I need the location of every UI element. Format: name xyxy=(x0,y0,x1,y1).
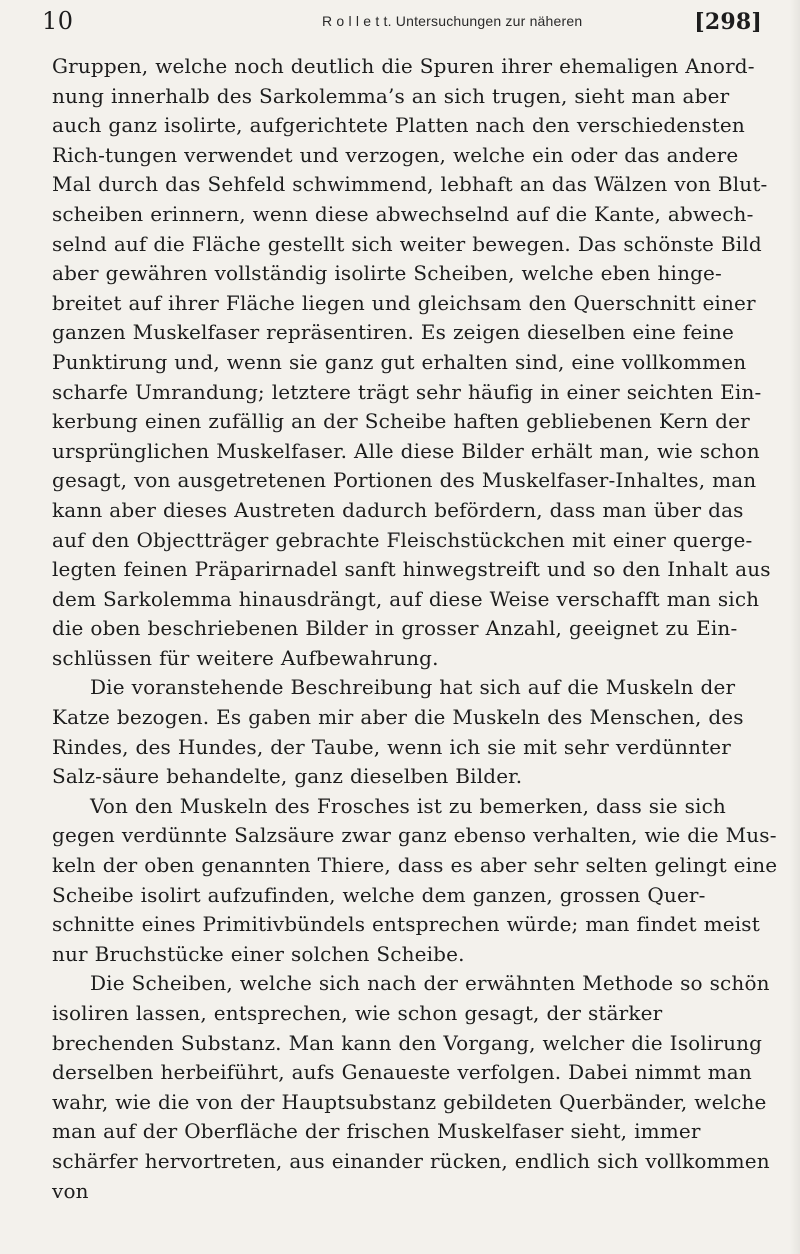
page-header xyxy=(42,6,762,42)
paragraph-2: Die voranstehende Beschreibung hat sich auf die Muskeln der Katze bezogen. Es gaben mir aber die Muskeln des Menschen, des Rindes, des Hundes, der Taube, wenn ich sie mit sehr verdünnter Salz-säure behandelte, ganz dieselben Bilder. xyxy=(52,675,744,789)
bracket-page-number: [298] xyxy=(694,9,762,35)
paragraph-4: Die Scheiben, welche sich nach der erwähnten Methode so schön isoliren lassen, entsprechen, wie schon gesagt, der stärker brechenden Substanz. Man kann den Vorgang, welcher die Isolirung derselben herbeiführt, aufs Genaueste verfolgen. Dabei nimmt man wahr, wie die von der Hauptsubstanz gebildeten Querbänder, welche man auf der Oberfläche der frischen Muskelfaser sieht, immer schärfer hervortreten, aus einander rücken, endlich sich vollkommen von xyxy=(52,971,770,1203)
page-edge-shadow xyxy=(790,0,800,1254)
paragraph-1: Gruppen, welche noch deutlich die Spuren ihrer ehemaligen Anord-nung innerhalb des Sarkolemma’s an sich trugen, sieht man aber auch ganz isolirte, aufgerichtete Platten nach den verschiedensten Rich-tungen verwendet und verzogen, welche ein oder das andere Mal durch das Sehfeld schwimmend, lebhaft an das Wälzen von Blut-scheiben erinnern, wenn diese abwechselnd auf die Kante, abwech-selnd auf die Fläche gestellt sich weiter bewegen. Das schönste Bild aber gewähren vollständig isolirte Scheiben, welche eben hinge-breitet auf ihrer Fläche liegen und gleichsam den Querschnitt einer ganzen Muskelfaser repräsentiren. Es zeigen dieselben eine feine Punktirung und, wenn sie ganz gut erhalten sind, eine vollkommen scharfe Umrandung; letztere trägt sehr häufig in einer seichten Ein-kerbung einen zufällig an der Scheibe haften gebliebenen Kern der ursprünglichen Muskelfaser. Alle diese Bilder erhält man, wie schon gesagt, von ausgetretenen Portionen des Muskelfaser-Inhaltes, man kann aber dieses Austreten dadurch befördern, dass man über das auf den Objectträger gebrachte Fleischstückchen mit einer querge-legten feinen Präparirnadel sanft hinwegstreift und so den Inhalt aus dem Sarkolemma hinausdrängt, auf diese Weise verschafft man sich die oben beschriebenen Bilder in grosser Anzahl, geeignet zu Ein-schlüssen für weitere Aufbewahrung. xyxy=(52,54,771,670)
body-text xyxy=(52,52,782,1206)
page-number: 10 xyxy=(42,7,74,35)
running-head: R o l l e t t. Untersuchungen zur näheren xyxy=(322,13,583,29)
paragraph-3: Von den Muskeln des Frosches ist zu bemerken, dass sie sich gegen verdünnte Salzsäure zwar ganz ebenso verhalten, wie die Mus-keln der oben genannten Thiere, dass es aber sehr selten gelingt eine Scheibe isolirt aufzufinden, welche dem ganzen, grossen Quer-schnitte eines Primitivbündels entsprechen würde; man findet meist nur Bruchstücke einer solchen Scheibe. xyxy=(52,793,778,966)
